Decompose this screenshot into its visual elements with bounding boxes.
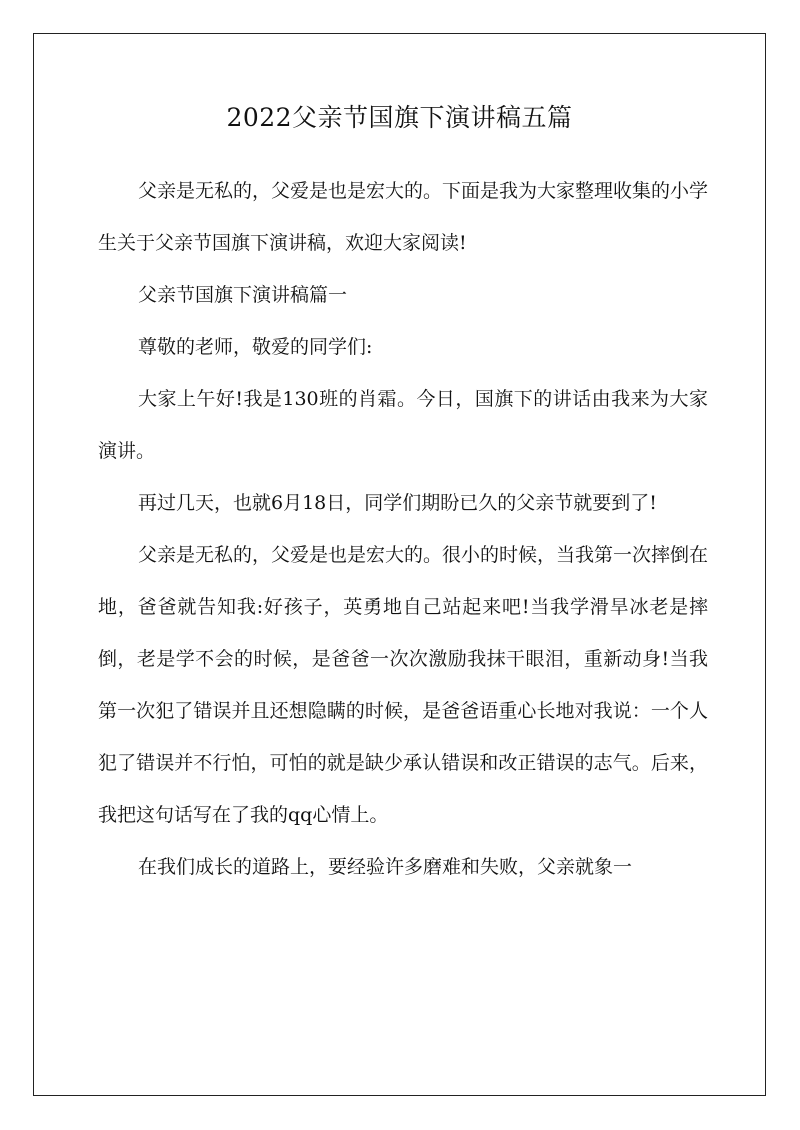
document-body (98, 165, 708, 893)
paragraph-growth: 在我们成长的道路上，要经验许多磨难和失败，父亲就象一 (138, 856, 633, 878)
paragraph-intro: 父亲是无私的，父爱是也是宏大的。下面是我为大家整理收集的小学生关于父亲节国旗下演讲稿，欢迎大家阅读! (98, 180, 709, 254)
section-heading: 父亲节国旗下演讲稿篇一 (138, 284, 348, 306)
paragraph-greeting: 大家上午好!我是130班的肖霜。今日，国旗下的讲话由我来为大家演讲。 (98, 388, 708, 462)
paragraph-father-memories: 父亲是无私的，父爱是也是宏大的。很小的时候，当我第一次摔倒在地，爸爸就告知我:好孩子，英勇地自己站起来吧!当我学滑旱冰老是摔倒，老是学不会的时候，是爸爸一次次激励我抹干眼泪，重新动身!当我第一次犯了错误并且还想隐瞒的时候，是爸爸语重心长地对我说：一个人犯了错误并不行怕，可怕的就是缺少承认错误和改正错误的志气。后来，我把这句话写在了我的qq心情上。 (98, 544, 709, 826)
document-title: 2022父亲节国旗下演讲稿五篇 (226, 103, 573, 132)
paragraph-fathers-day-date: 再过几天，也就6月18日，同学们期盼已久的父亲节就要到了! (138, 492, 657, 514)
paragraph-salutation: 尊敬的老师，敬爱的同学们: (138, 336, 373, 358)
